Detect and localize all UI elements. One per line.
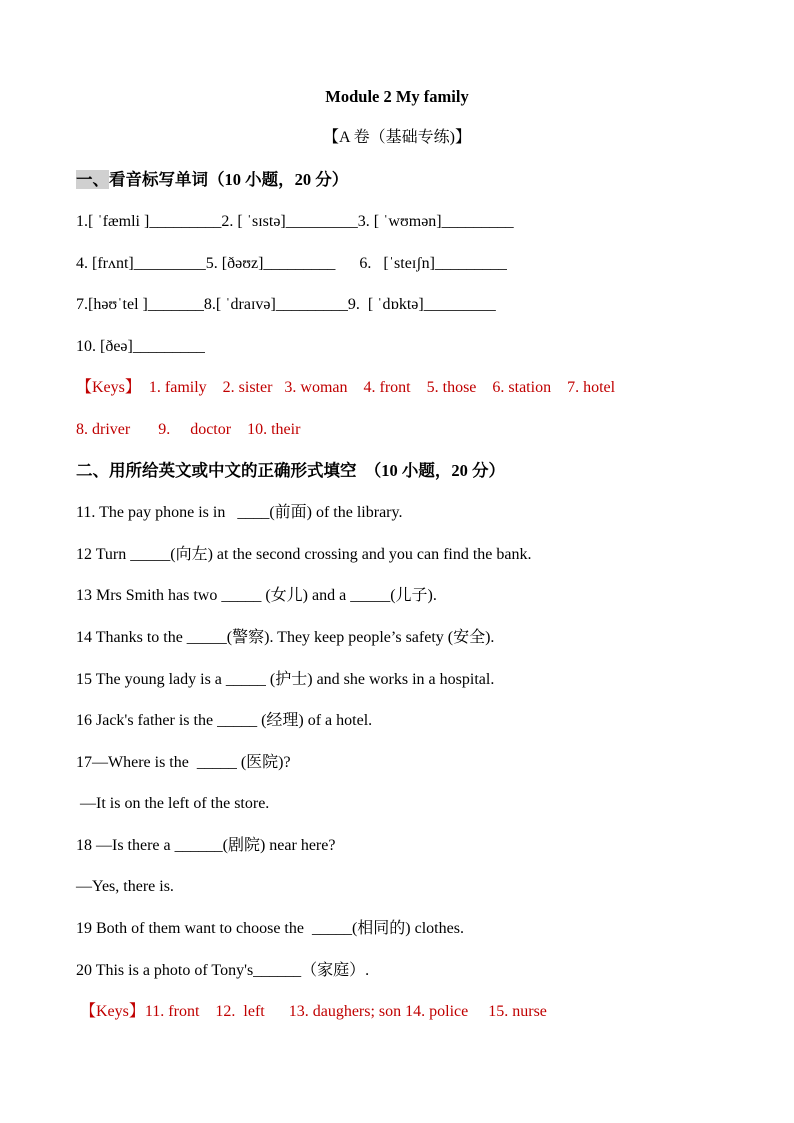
section2-line: 12 Turn _____(向左) at the second crossing and you can find the bank. bbox=[76, 546, 532, 563]
section1-heading bbox=[76, 170, 348, 190]
page-title: Module 2 My family bbox=[325, 87, 469, 106]
section2-line: 16 Jack's father is the _____ (经理) of a hotel. bbox=[76, 712, 373, 729]
section1-line: 4. [frʌnt]_________5. [ðəʊz]_________ 6. [ˈsteɪʃn]_________ bbox=[76, 255, 507, 272]
section2-line: 18 —Is there a ______(剧院) near here? bbox=[76, 837, 336, 854]
section1-line: 7.[həʊˈtel ]_______8.[ ˈdraɪvə]_________9. [ ˈdɒktə]_________ bbox=[76, 296, 496, 313]
section2-line: —It is on the left of the store. bbox=[76, 795, 270, 812]
section2-line: 20 This is a photo of Tony's______（家庭）. bbox=[76, 962, 370, 979]
section1-line: 1.[ ˈfæmli ]_________2. [ ˈsɪstə]_________3. [ ˈwʊmən]_________ bbox=[76, 213, 514, 230]
section1-heading-text: 看音标写单词（10 小题，20 分） bbox=[109, 170, 349, 189]
section2-line: 13 Mrs Smith has two _____ (女儿) and a _____(儿子). bbox=[76, 587, 437, 604]
section1-line: 10. [ðeə]_________ bbox=[76, 338, 205, 355]
page-subtitle: 【A 卷（基础专练)】 bbox=[322, 129, 471, 146]
section2-line: 15 The young lady is a _____ (护士) and she works in a hospital. bbox=[76, 671, 495, 688]
section2-line: 17—Where is the _____ (医院)? bbox=[76, 754, 291, 771]
section2-line: 19 Both of them want to choose the _____(相同的) clothes. bbox=[76, 920, 464, 937]
section2-keys: 【Keys】11. front 12. left 13. daughers; son 14. police 15. nurse bbox=[76, 1003, 547, 1020]
section1-keys-continued: 8. driver 9. doctor 10. their bbox=[76, 421, 301, 438]
section2-line: 11. The pay phone is in ____(前面) of the library. bbox=[76, 504, 403, 521]
section1-prefix: 一、 bbox=[76, 170, 109, 189]
section2-line: —Yes, there is. bbox=[76, 878, 174, 895]
section1-keys: 【Keys】 1. family 2. sister 3. woman 4. front 5. those 6. station 7. hotel bbox=[76, 379, 616, 396]
section2-line: 14 Thanks to the _____(警察). They keep people’s safety (安全). bbox=[76, 629, 495, 646]
section2-heading: 二、用所给英文或中文的正确形式填空 （10 小题，20 分） bbox=[76, 461, 505, 480]
